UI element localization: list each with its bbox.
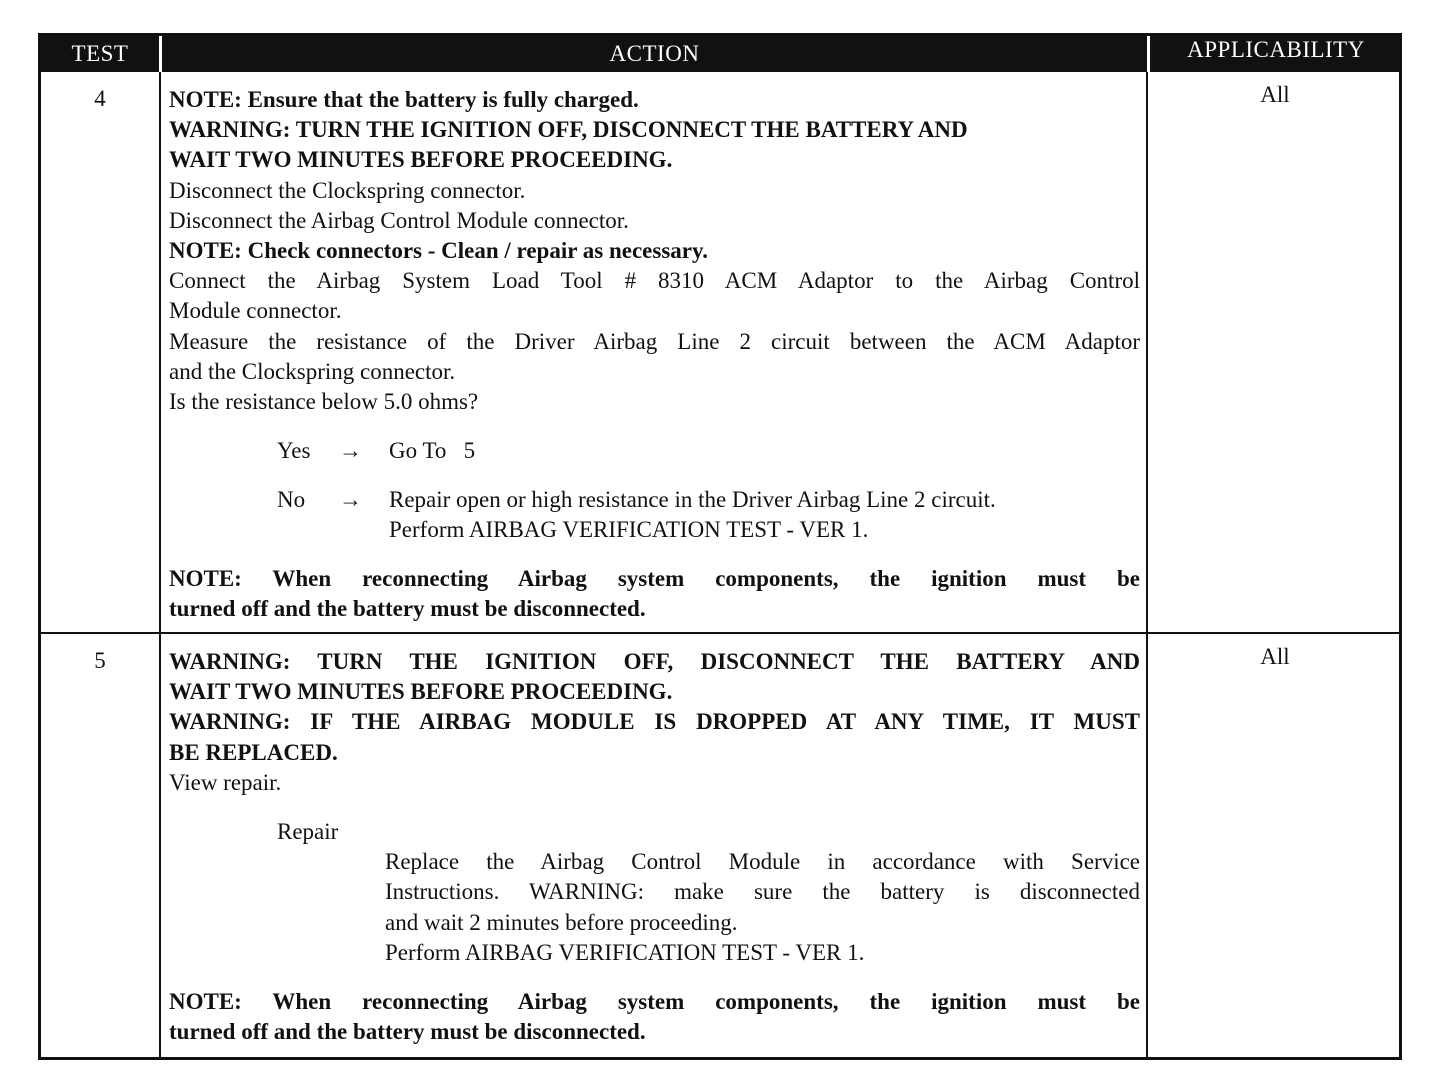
yes-option xyxy=(169,436,1140,466)
repair-line: Perform AIRBAG VERIFICATION TEST - VER 1. xyxy=(385,939,865,965)
note-line: turned off and the battery must be disconnected. xyxy=(169,1019,646,1045)
header-applicability: APPLICABILITY xyxy=(1187,37,1365,62)
instruction-line: Connect the Airbag System Load Tool # 8310 ACM Adaptor to the Airbag Control xyxy=(169,268,1140,294)
no-result: Repair open or high resistance in the Driver Airbag Line 2 circuit. xyxy=(389,487,996,513)
yes-result: Go To 5 xyxy=(389,438,476,464)
note-line: NOTE: Check connectors - Clean / repair as necessary. xyxy=(169,238,708,264)
warning-line: WARNING: IF THE AIRBAG MODULE IS DROPPED AT ANY TIME, IT MUST xyxy=(169,709,1140,735)
applicability-value: All xyxy=(1260,82,1290,107)
instruction-line: and the Clockspring connector. xyxy=(169,358,456,384)
question-line: Is the resistance below 5.0 ohms? xyxy=(169,389,479,415)
note-line: turned off and the battery must be disconnected. xyxy=(169,596,646,622)
repair-instructions xyxy=(169,847,1140,968)
no-option-continued xyxy=(169,515,1140,545)
warning-line: WAIT TWO MINUTES BEFORE PROCEEDING. xyxy=(169,147,673,173)
diagnostic-table xyxy=(38,33,1402,1060)
repair-label: Repair xyxy=(277,819,339,845)
instruction-line: Module connector. xyxy=(169,298,342,324)
no-result-line-2: Perform AIRBAG VERIFICATION TEST - VER 1. xyxy=(389,517,869,543)
table-header xyxy=(41,36,1399,72)
note-line: NOTE: When reconnecting Airbag system components, the ignition must be xyxy=(169,566,1140,592)
instruction-line: Disconnect the Airbag Control Module connector. xyxy=(169,207,629,233)
arrow-right-icon: → xyxy=(339,487,362,513)
applicability-value: All xyxy=(1260,644,1290,669)
repair-line: Instructions. WARNING: make sure the battery is disconnected xyxy=(385,879,1140,905)
note-line: NOTE: When reconnecting Airbag system components, the ignition must be xyxy=(169,989,1140,1015)
action-cell-test-5 xyxy=(169,647,1140,1047)
column-divider xyxy=(1146,72,1148,1057)
repair-line: Replace the Airbag Control Module in accordance with Service xyxy=(385,849,1140,875)
instruction-line: View repair. xyxy=(169,769,282,795)
yes-label: Yes xyxy=(277,438,311,464)
no-label: No xyxy=(277,487,306,513)
column-divider xyxy=(159,72,161,1057)
action-cell-test-4 xyxy=(169,85,1140,625)
header-test: TEST xyxy=(71,41,129,66)
warning-line: WAIT TWO MINUTES BEFORE PROCEEDING. xyxy=(169,679,673,705)
warning-line: BE REPLACED. xyxy=(169,739,338,765)
instruction-line: Measure the resistance of the Driver Airbag Line 2 circuit between the ACM Adaptor xyxy=(169,328,1140,354)
test-number: 4 xyxy=(94,86,106,111)
instruction-line: Disconnect the Clockspring connector. xyxy=(169,177,526,203)
header-action: ACTION xyxy=(609,41,700,66)
note-line: NOTE: Ensure that the battery is fully charged. xyxy=(169,87,639,112)
test-number: 5 xyxy=(94,648,106,673)
warning-line: WARNING: TURN THE IGNITION OFF, DISCONNECT THE BATTERY AND xyxy=(169,649,1140,674)
no-option xyxy=(169,485,1140,515)
repair-line: and wait 2 minutes before proceeding. xyxy=(385,909,738,935)
row-divider xyxy=(41,632,1399,634)
arrow-right-icon: → xyxy=(339,438,362,464)
warning-line: WARNING: TURN THE IGNITION OFF, DISCONNECT THE BATTERY AND xyxy=(169,117,968,143)
